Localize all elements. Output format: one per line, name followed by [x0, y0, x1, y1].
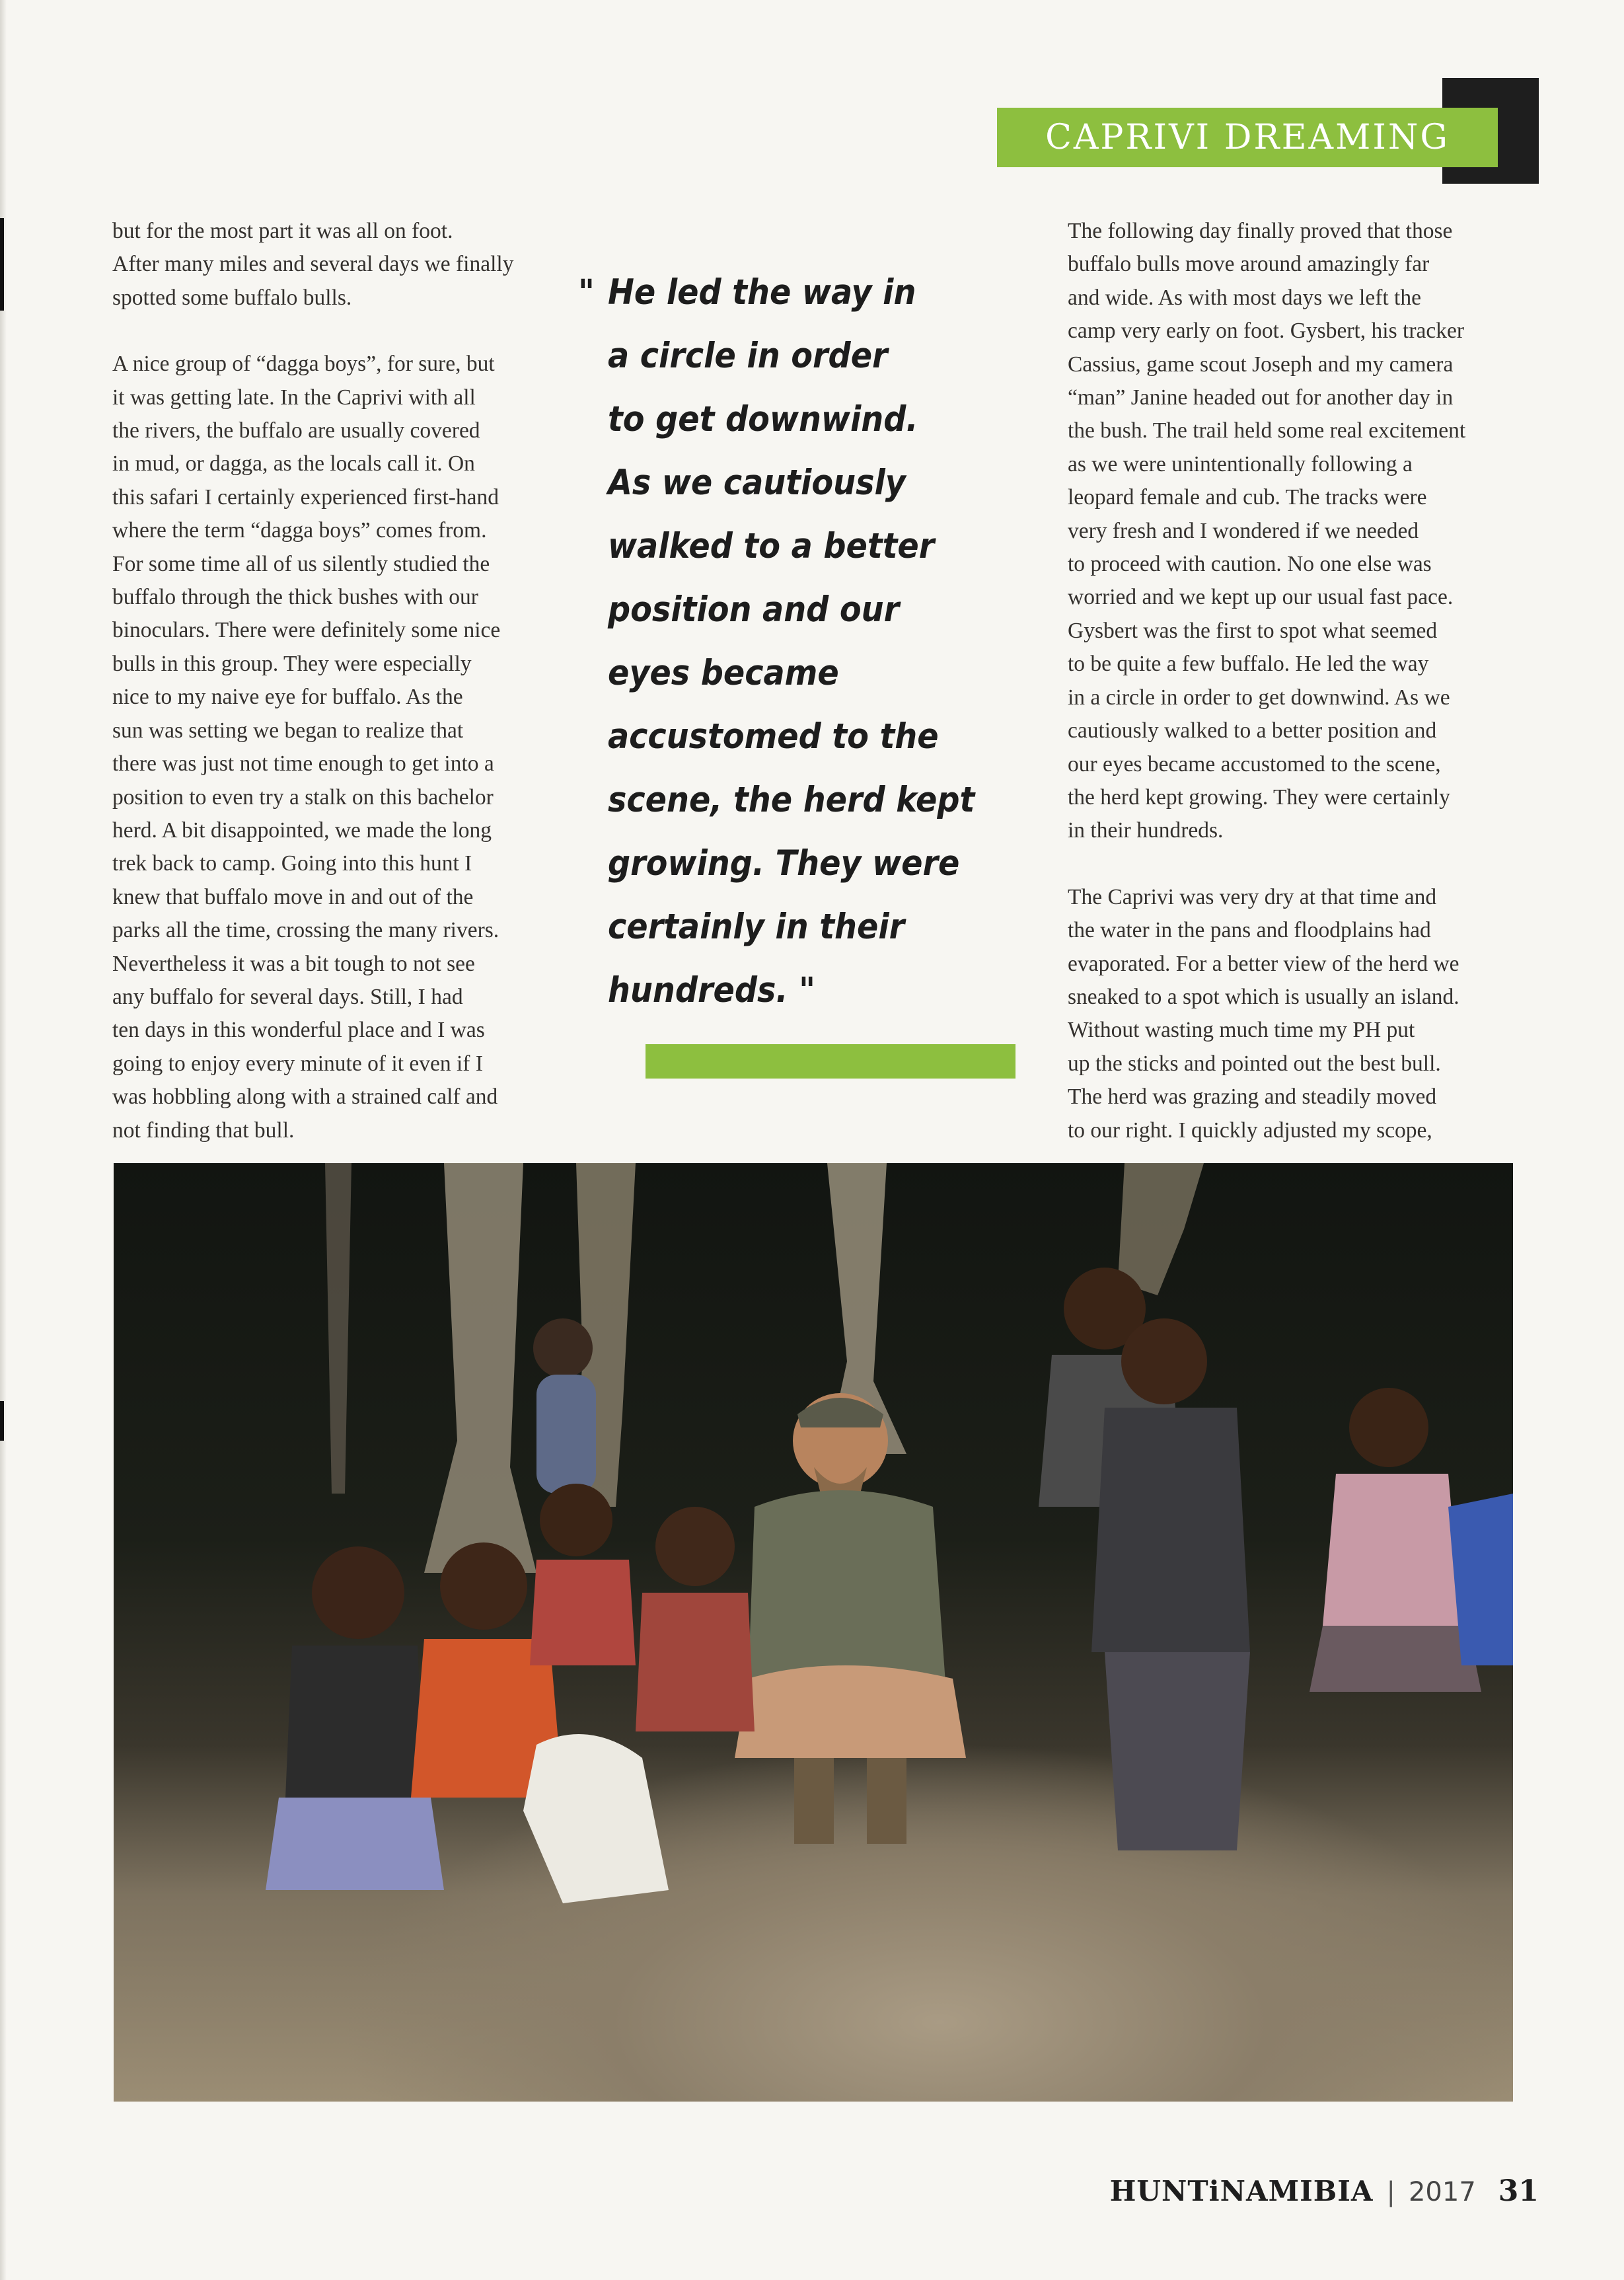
body-paragraph: A nice group of “dagga boys”, for sure, but it was getting late. In the Caprivi with all the rivers, the buffalo are usually covered in mud, or dagga, as the locals call it. On this safari I certainly experienced first-hand where the term “dagga boys” comes from. For some time all of us silently studied the buffalo through the thick bushes with our binoculars. There were definitely some nice bulls in this group. They were especially nice to my naive eye for buffalo. As the sun was setting we began to realize that there was just not time enough to get into a position to even try a stalk on this bachelor herd. A bit disappointed, we made the long trek back to camp. Going into this hunt I knew that buffalo move in and out of the parks all the time, crossing the many rivers. Nevertheless it was a bit tough to not see any buffalo for several days. Still, I had ten days in this wonderful place and I was going to enjoy every minute of it even if I was hobbling along with a strained calf and not finding that bull.: [112, 352, 501, 1143]
pull-quote-open-mark: ": [578, 272, 595, 313]
section-title: CAPRIVI DREAMING: [1045, 118, 1450, 157]
page-gutter-shadow: [0, 0, 7, 2280]
magazine-name: HUNTiNAMIBIA: [1109, 2175, 1374, 2207]
photo-illustration: [114, 1163, 1513, 2102]
body-paragraph: but for the most part it was all on foot. After many miles and several days we finally spotted some buffalo bulls.: [112, 219, 514, 310]
page-number: 31: [1498, 2174, 1539, 2208]
scan-edge-mark: [0, 1401, 4, 1441]
section-header-banner: [997, 108, 1498, 167]
right-column: [1068, 215, 1530, 1147]
footer-separator: |: [1386, 2177, 1395, 2207]
body-paragraph: The following day finally proved that those buffalo bulls move around amazingly far and wide. As with most days we left the camp very early on foot. Gysbert, his tracker Cassius, game scout Joseph and my camera “man” Janine headed out for another day in the bush. The trail held some real excitement as we were unintentionally following a leopard female and cub. The tracks were very fresh and I wondered if we needed to proceed with caution. No one else was worried and we kept up our usual fast pace. Gysbert was the first to spot what seemed to be quite a few buffalo. He led the way in a circle in order to get downwind. As we cautiously walked to a better position and our eyes became accustomed to the scene, the herd kept growing. They were certainly in their hundreds.: [1068, 219, 1466, 843]
issue-year: 2017: [1408, 2177, 1476, 2207]
page-footer: [1110, 2174, 1539, 2208]
scan-edge-mark: [0, 218, 4, 311]
pull-quote-rule: [646, 1044, 1015, 1079]
left-column: [112, 215, 575, 1147]
pull-quote-close-mark: ": [788, 970, 815, 1010]
article-photo: [114, 1163, 1513, 2102]
body-paragraph: The Caprivi was very dry at that time and the water in the pans and floodplains had evaporated. For a better view of the herd we sneaked to a spot which is usually an island. Without wasting much time my PH put up the sticks and pointed out the best bull. The herd was grazing and steadily moved to our right. I quickly adjusted my scope,: [1068, 884, 1459, 1143]
pull-quote: [578, 261, 1024, 1022]
pull-quote-text: He led the way in a circle in order to get downwind. As we cautiously walked to a better position and our eyes became accustomed to the scene, the herd kept growing. They were certainly in their hundreds.: [608, 272, 975, 1010]
